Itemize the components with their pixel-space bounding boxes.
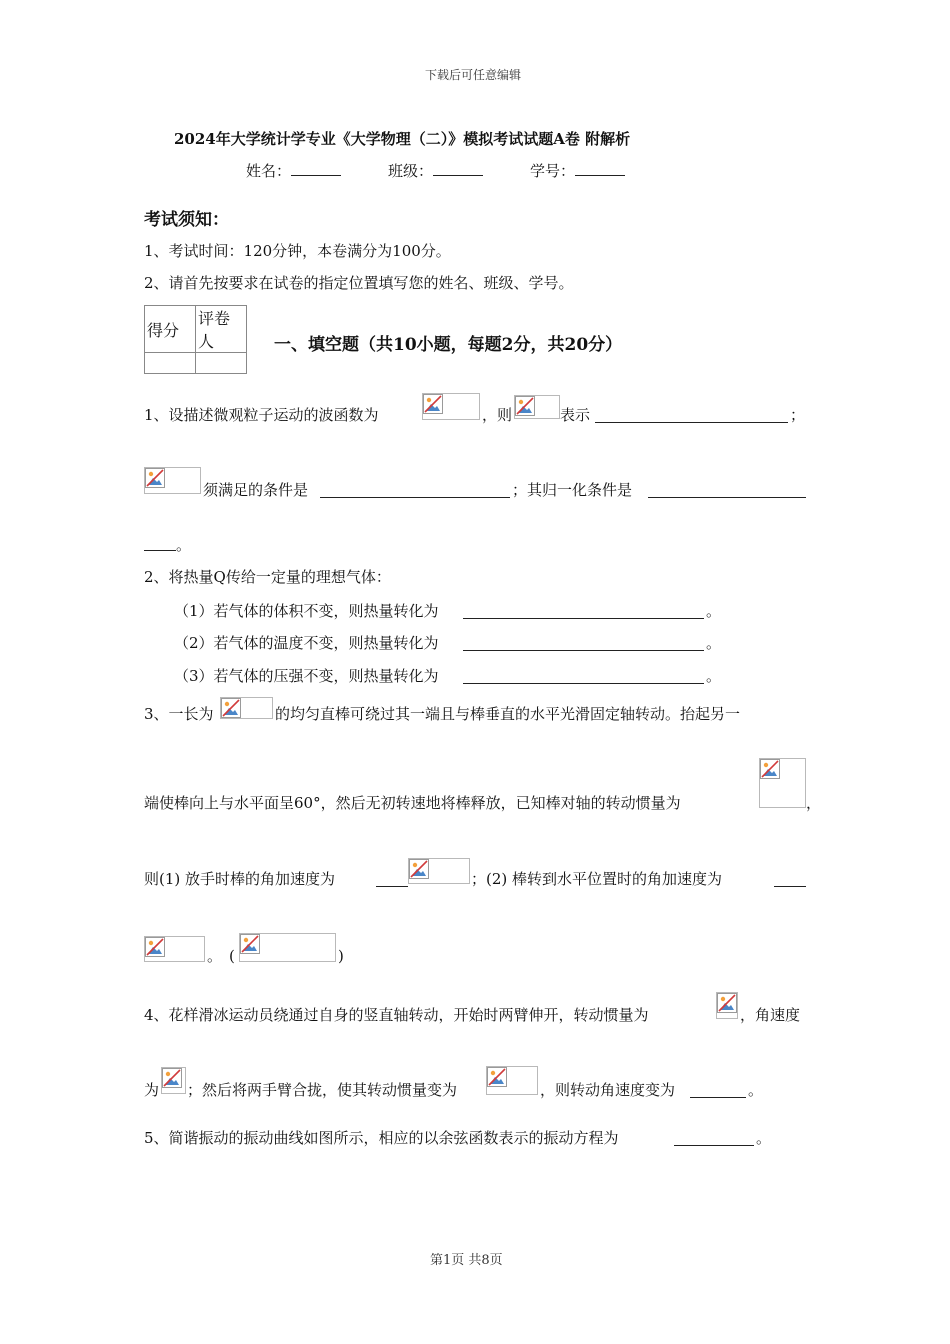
answer-blank[interactable] <box>463 668 704 684</box>
q1-text-e: 须满足的条件是 <box>203 481 309 499</box>
formula-image <box>759 758 806 808</box>
formula-image <box>716 992 738 1019</box>
q3-text-g: 。 <box>207 947 223 965</box>
name-blank[interactable] <box>291 160 341 176</box>
q4-text-f: 。 <box>748 1081 764 1099</box>
q2-end: 。 <box>706 667 722 685</box>
class-label: 班级： <box>388 162 434 180</box>
answer-blank[interactable] <box>595 407 788 423</box>
answer-blank[interactable] <box>690 1082 746 1098</box>
broken-image-icon <box>717 993 737 1013</box>
q2-end: 。 <box>706 602 722 620</box>
q2-sub: （2）若气体的温度不变，则热量转化为 <box>174 634 439 652</box>
q3-text-i: ) <box>338 947 344 965</box>
q3-text-f: ；(2) 棒转到水平位置时的角加速度为 <box>471 870 723 888</box>
q2-sub: （3）若气体的压强不变，则热量转化为 <box>174 667 439 685</box>
id-field <box>530 160 625 181</box>
answer-blank[interactable] <box>463 603 704 619</box>
q3-text-h: ( <box>229 947 235 965</box>
broken-image-icon <box>515 396 535 416</box>
formula-image <box>161 1067 186 1094</box>
q2-sub: （1）若气体的体积不变，则热量转化为 <box>174 602 439 620</box>
q3-text-b: 的均匀直棒可绕过其一端且与棒垂直的水平光滑固定轴转动。抬起另一 <box>275 705 741 723</box>
formula-image <box>220 697 273 719</box>
class-field <box>388 160 483 181</box>
q1-text-g: 。 <box>176 536 192 554</box>
id-blank[interactable] <box>575 160 625 176</box>
q4-text-b: ，角速度 <box>740 1006 801 1024</box>
broken-image-icon <box>423 394 443 414</box>
q4-text-d: ；然后将两手臂合拢，使其转动惯量变为 <box>187 1081 458 1099</box>
q5-text-a: 5、简谐振动的振动曲线如图所示，相应的以余弦函数表示的振动方程为 <box>144 1129 619 1147</box>
name-field <box>246 160 341 181</box>
broken-image-icon <box>240 934 260 954</box>
answer-blank[interactable] <box>376 871 408 887</box>
broken-image-icon <box>409 859 429 879</box>
q4-text-e: ，则转动角速度变为 <box>540 1081 676 1099</box>
grader-cell[interactable] <box>196 353 247 374</box>
broken-image-icon <box>145 468 165 488</box>
answer-blank[interactable] <box>648 482 806 498</box>
answer-blank[interactable] <box>774 871 806 887</box>
formula-image <box>486 1066 538 1095</box>
score-cell[interactable] <box>145 353 196 374</box>
formula-image <box>144 936 205 962</box>
answer-blank[interactable] <box>320 482 510 498</box>
answer-blank[interactable] <box>144 535 176 551</box>
q3-text-a: 3、一长为 <box>144 705 214 723</box>
instruction-item: 1、考试时间：120分钟，本卷满分为100分。 <box>144 242 451 260</box>
page-number: 第1页 共8页 <box>430 1253 503 1268</box>
score-header: 得分 <box>145 306 196 353</box>
answer-blank[interactable] <box>463 635 704 651</box>
q2-stem: 2、将热量Q传给一定量的理想气体： <box>144 568 391 586</box>
q1-text-c: 表示 <box>560 406 591 424</box>
name-label: 姓名： <box>246 162 292 180</box>
formula-image <box>408 858 470 884</box>
broken-image-icon <box>760 759 780 779</box>
instruction-item: 2、请首先按要求在试卷的指定位置填写您的姓名、班级、学号。 <box>144 274 574 292</box>
exam-title: 2024年大学统计学专业《大学物理（二）》模拟考试试题A卷 附解析 <box>174 130 631 148</box>
formula-image <box>514 395 560 419</box>
q4-text-a: 4、花样滑冰运动员绕通过自身的竖直轴转动，开始时两臂伸开，转动惯量为 <box>144 1006 649 1024</box>
q4-text-c: 为 <box>144 1081 160 1099</box>
q3-text-d: ， <box>806 794 822 812</box>
section-heading: 一、填空题（共10小题，每题2分，共20分） <box>274 335 623 355</box>
formula-image <box>239 933 336 962</box>
id-label: 学号： <box>530 162 576 180</box>
broken-image-icon <box>162 1068 182 1088</box>
header-note: 下载后可任意编辑 <box>425 68 522 82</box>
class-blank[interactable] <box>433 160 483 176</box>
instructions-heading: 考试须知： <box>144 210 229 230</box>
formula-image <box>422 393 480 420</box>
q5-text-b: 。 <box>756 1129 772 1147</box>
score-table <box>144 305 247 374</box>
grader-header: 评卷人 <box>196 306 247 353</box>
answer-blank[interactable] <box>674 1130 754 1146</box>
q1-text-f: ；其归一化条件是 <box>512 481 633 499</box>
q2-end: 。 <box>706 634 722 652</box>
q1-text-d: ； <box>790 406 806 424</box>
q3-text-c: 端使棒向上与水平面呈60°，然后无初转速地将棒释放，已知棒对轴的转动惯量为 <box>144 794 681 812</box>
q1-text-b: ，则 <box>482 406 513 424</box>
q1-text-a: 1、设描述微观粒子运动的波函数为 <box>144 406 379 424</box>
formula-image <box>144 467 201 494</box>
q3-text-e: 则(1) 放手时棒的角加速度为 <box>144 870 336 888</box>
broken-image-icon <box>221 698 241 718</box>
broken-image-icon <box>487 1067 507 1087</box>
broken-image-icon <box>145 937 165 957</box>
